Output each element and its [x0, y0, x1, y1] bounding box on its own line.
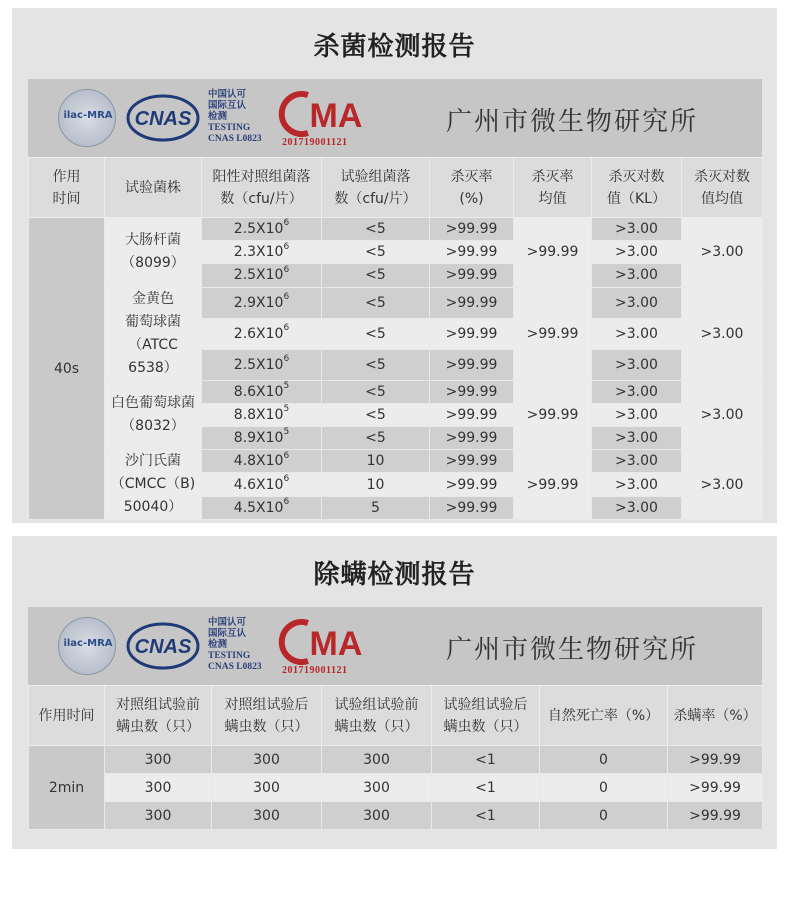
report-title: 除螨检测报告	[313, 560, 476, 590]
col-header: 杀灭对数 值（KL）	[592, 158, 682, 218]
positive-control-count: $8.8X10^5$	[202, 403, 322, 426]
mite-table	[28, 685, 763, 830]
strain-name: 白色葡萄球菌 （8032）	[105, 380, 202, 450]
kill-rate: >99.99	[430, 450, 514, 473]
kill-rate: >99.99	[430, 241, 514, 264]
exponent: 6	[283, 264, 290, 275]
ilac-logo-text: ilac-MRA	[63, 110, 113, 121]
ilac-logo-text: ilac-MRA	[63, 638, 113, 649]
test-group-count: <5	[322, 426, 430, 449]
mite-kill-rate: >99.99	[668, 746, 763, 774]
kill-rate: >99.99	[430, 218, 514, 241]
institute-name: 广州市微生物研究所	[446, 635, 699, 665]
cnas-line: TESTING	[208, 123, 251, 133]
certification-banner	[28, 79, 762, 157]
table-row	[29, 450, 763, 473]
col-header: 试验组菌落 数（cfu/片）	[322, 158, 430, 218]
col-header: 作用 时间	[29, 158, 105, 218]
cma-logo-text: MA	[309, 625, 363, 663]
test-group-count: 5	[322, 496, 430, 519]
positive-control-count: $4.8X10^6$	[202, 450, 322, 473]
exponent: 6	[283, 218, 290, 229]
cnas-line: 国际互认	[208, 629, 247, 639]
cma-number: 201719001121	[282, 137, 348, 148]
cnas-logo	[126, 93, 200, 143]
positive-control-count: $2.5X10^6$	[202, 349, 322, 380]
kill-rate: >99.99	[430, 496, 514, 519]
kill-rate: >99.99	[430, 287, 514, 318]
sterilization-report-panel	[12, 8, 777, 523]
col-header: 对照组试验后 螨虫数（只）	[212, 686, 322, 746]
col-header: 杀螨率（%）	[668, 686, 763, 746]
test-group-count: <5	[322, 218, 430, 241]
table-row	[29, 380, 763, 403]
exponent: 6	[283, 291, 290, 302]
kill-log-average: >3.00	[682, 287, 763, 380]
exponent: 6	[283, 450, 290, 461]
cnas-line: 国际互认	[208, 101, 247, 111]
cnas-line: 中国认可	[208, 90, 247, 100]
control-after-count: 300	[212, 774, 322, 802]
strain-name: 沙门氏菌 （CMCC（B) 50040）	[105, 450, 202, 520]
cnas-line: CNAS L0823	[208, 662, 262, 672]
cnas-line: CNAS L0823	[208, 134, 262, 144]
exponent: 5	[283, 427, 290, 438]
table-row	[29, 802, 763, 830]
certification-banner	[28, 607, 762, 685]
kill-log-average: >3.00	[682, 380, 763, 450]
control-before-count: 300	[105, 746, 212, 774]
test-group-count: <5	[322, 403, 430, 426]
positive-control-count: $8.9X10^5$	[202, 426, 322, 449]
table-row	[29, 746, 763, 774]
col-header: 对照组试验前 螨虫数（只）	[105, 686, 212, 746]
kill-log-value: >3.00	[592, 264, 682, 287]
kill-rate-average: >99.99	[514, 218, 592, 288]
kill-log-value: >3.00	[592, 496, 682, 519]
col-header: 自然死亡率（%）	[540, 686, 668, 746]
institute-name: 广州市微生物研究所	[446, 107, 699, 137]
table-header-row	[29, 158, 763, 218]
table-row	[29, 218, 763, 241]
kill-log-value: >3.00	[592, 473, 682, 496]
control-before-count: 300	[105, 774, 212, 802]
ilac-mra-logo	[58, 617, 116, 675]
kill-rate: >99.99	[430, 380, 514, 403]
col-header: 试验组试验前 螨虫数（只）	[322, 686, 432, 746]
cma-logo-text: MA	[309, 97, 363, 135]
strain-name: 金黄色 葡萄球菌 （ATCC 6538）	[105, 287, 202, 380]
col-header: 作用时间	[29, 686, 105, 746]
kill-rate-average: >99.99	[514, 287, 592, 380]
kill-rate-average: >99.99	[514, 380, 592, 450]
kill-log-average: >3.00	[682, 218, 763, 288]
table-row	[29, 774, 763, 802]
positive-control-count: $2.6X10^6$	[202, 318, 322, 349]
col-header: 阳性对照组菌落 数（cfu/片）	[202, 158, 322, 218]
test-group-count: <5	[322, 349, 430, 380]
test-before-count: 300	[322, 774, 432, 802]
kill-log-value: >3.00	[592, 349, 682, 380]
kill-log-value: >3.00	[592, 450, 682, 473]
exponent: 6	[283, 241, 290, 252]
kill-log-value: >3.00	[592, 380, 682, 403]
test-group-count: <5	[322, 318, 430, 349]
kill-rate: >99.99	[430, 473, 514, 496]
time-cell: 2min	[29, 746, 105, 830]
test-after-count: <1	[432, 746, 540, 774]
positive-control-count: $2.9X10^6$	[202, 287, 322, 318]
col-header: 杀灭率 均值	[514, 158, 592, 218]
col-header: 杀灭率 (%)	[430, 158, 514, 218]
sterilization-table	[28, 157, 763, 520]
mite-kill-rate: >99.99	[668, 774, 763, 802]
cnas-line: 检测	[208, 640, 228, 650]
cnas-line: 中国认可	[208, 618, 247, 628]
cma-logo	[278, 89, 366, 139]
test-group-count: 10	[322, 450, 430, 473]
control-before-count: 300	[105, 802, 212, 830]
exponent: 5	[283, 381, 290, 391]
kill-rate: >99.99	[430, 426, 514, 449]
test-group-count: <5	[322, 241, 430, 264]
kill-log-value: >3.00	[592, 287, 682, 318]
cma-number: 201719001121	[282, 665, 348, 676]
cnas-line: TESTING	[208, 651, 251, 661]
col-header: 试验菌株	[105, 158, 202, 218]
kill-rate-average: >99.99	[514, 450, 592, 520]
test-group-count: <5	[322, 264, 430, 287]
positive-control-count: $4.5X10^6$	[202, 496, 322, 519]
table-row	[29, 287, 763, 318]
time-cell: 40s	[29, 218, 105, 520]
kill-rate: >99.99	[430, 318, 514, 349]
cnas-line: 检测	[208, 112, 228, 122]
test-group-count: <5	[322, 287, 430, 318]
natural-death-rate: 0	[540, 746, 668, 774]
positive-control-count: $4.6X10^6$	[202, 473, 322, 496]
cnas-logo	[126, 621, 200, 671]
kill-log-value: >3.00	[592, 426, 682, 449]
mite-report-panel	[12, 536, 777, 849]
natural-death-rate: 0	[540, 802, 668, 830]
exponent: 5	[283, 404, 290, 415]
kill-log-value: >3.00	[592, 218, 682, 241]
control-after-count: 300	[212, 746, 322, 774]
test-group-count: <5	[322, 380, 430, 403]
col-header: 杀灭对数 值均值	[682, 158, 763, 218]
mite-table-body	[29, 746, 763, 830]
ilac-mra-logo	[58, 89, 116, 147]
cnas-caption	[208, 90, 262, 145]
report-title: 杀菌检测报告	[313, 32, 476, 62]
cnas-logo-text: CNAS	[134, 108, 192, 130]
natural-death-rate: 0	[540, 774, 668, 802]
exponent: 6	[283, 353, 290, 364]
kill-log-value: >3.00	[592, 241, 682, 264]
test-before-count: 300	[322, 746, 432, 774]
control-after-count: 300	[212, 802, 322, 830]
col-header: 试验组试验后 螨虫数（只）	[432, 686, 540, 746]
kill-log-value: >3.00	[592, 403, 682, 426]
test-after-count: <1	[432, 774, 540, 802]
cnas-logo-text: CNAS	[134, 636, 192, 658]
test-group-count: 10	[322, 473, 430, 496]
strain-name: 大肠杆菌 （8099）	[105, 218, 202, 288]
mite-kill-rate: >99.99	[668, 802, 763, 830]
sterilization-table-body	[29, 218, 763, 520]
exponent: 6	[283, 322, 290, 333]
kill-rate: >99.99	[430, 349, 514, 380]
positive-control-count: $2.5X10^6$	[202, 264, 322, 287]
test-after-count: <1	[432, 802, 540, 830]
cnas-caption	[208, 618, 262, 673]
kill-log-value: >3.00	[592, 318, 682, 349]
kill-log-average: >3.00	[682, 450, 763, 520]
positive-control-count: $2.3X10^6$	[202, 241, 322, 264]
cma-logo	[278, 617, 366, 667]
kill-rate: >99.99	[430, 403, 514, 426]
test-before-count: 300	[322, 802, 432, 830]
positive-control-count: $8.6X10^5$	[202, 380, 322, 403]
kill-rate: >99.99	[430, 264, 514, 287]
exponent: 6	[283, 497, 290, 508]
positive-control-count: $2.5X10^6$	[202, 218, 322, 241]
table-header-row	[29, 686, 763, 746]
exponent: 6	[283, 473, 290, 484]
